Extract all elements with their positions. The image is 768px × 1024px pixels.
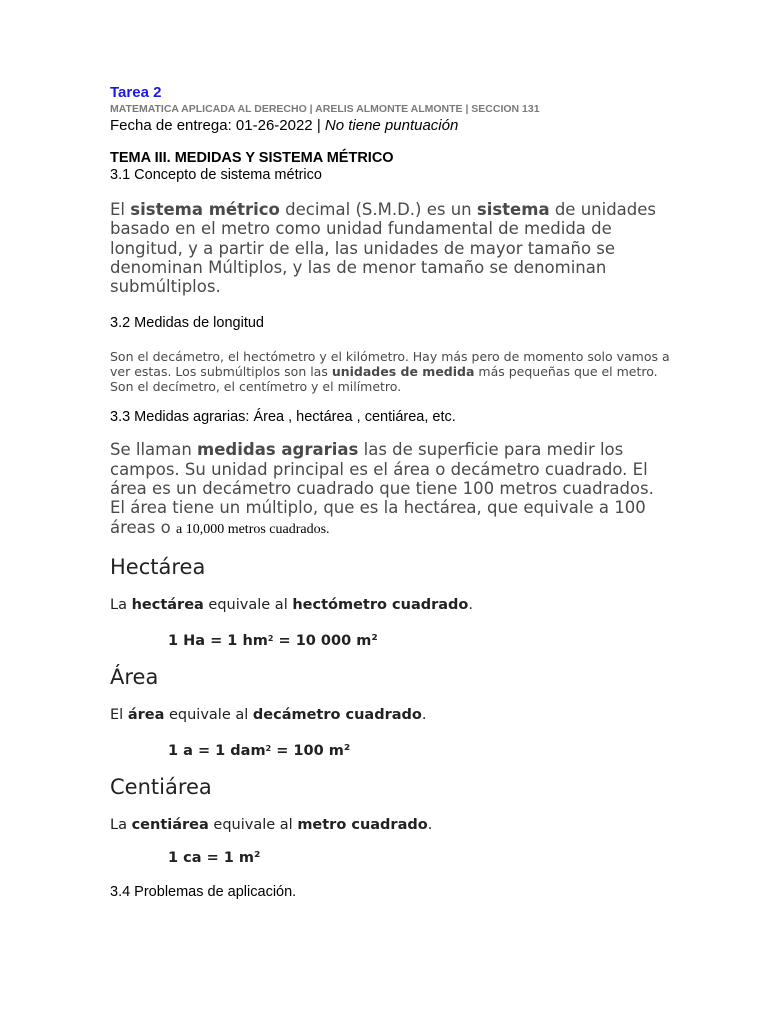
text-run: La	[110, 816, 132, 833]
course-meta: MATEMATICA APLICADA AL DERECHO | ARELIS ALMONTE ALMONTE | SECCION 131	[110, 103, 540, 115]
agrarian-measures-paragraph	[110, 440, 670, 538]
hectarea-definition	[110, 597, 670, 614]
text-run: El	[110, 706, 128, 723]
text-run: .	[427, 816, 433, 833]
text-run: El	[110, 200, 131, 219]
topic-title: TEMA III. MEDIDAS Y SISTEMA MÉTRICO	[110, 150, 394, 166]
text-run: de unidades basado en el metro como unidad fundamental de medida de longitud, y a partir de ella, las unidades de mayor tamaño se denominan Múltiplos, y las de menor tamaño se denominan submúltiplos.	[110, 200, 656, 297]
hectarea-equation	[110, 630, 670, 650]
bold-term: hectárea	[131, 596, 204, 613]
text-run: Son el decámetro, el hectómetro y el kilómetro. Hay más pero de momento solo vamos a ver estas. Los submúltiplos son las	[110, 349, 670, 380]
text-run: equivale al	[203, 596, 293, 613]
text-run: equivale al	[164, 706, 253, 723]
text-run: decimal (S.M.D.) es un	[279, 200, 477, 219]
length-units-paragraph	[110, 349, 670, 394]
area-heading: Área	[110, 664, 159, 689]
text-run: La	[110, 596, 132, 613]
section-3-1-heading: 3.1 Concepto de sistema métrico	[110, 167, 322, 183]
text-run: equivale al	[208, 816, 298, 833]
bold-term: centiárea	[131, 816, 209, 833]
equation-part: 1 Ha = 1 hm	[168, 632, 268, 649]
centiarea-equation: 1 ca = 1 m²	[168, 849, 261, 866]
text-run: las de superficie para medir los campos. Su unidad principal es el área o decámetro cuadrado. El área es un decámetro cuadrado que tiene 100 metros cuadrados. El área tiene un múltiplo, que es la hectárea, que equivale a 100 áreas o	[110, 440, 654, 537]
centiarea-heading: Centiárea	[110, 774, 212, 799]
bold-term: decámetro cuadrado	[252, 706, 422, 723]
section-3-4-heading: 3.4 Problemas de aplicación.	[110, 883, 297, 900]
hectarea-heading: Hectárea	[110, 554, 206, 579]
bold-term: hectómetro cuadrado	[292, 596, 469, 613]
section-3-2-heading: 3.2 Medidas de longitud	[110, 315, 264, 332]
area-equation	[110, 740, 670, 760]
equation-part: = 100 m²	[271, 742, 351, 759]
centiarea-definition	[110, 817, 670, 834]
score-note: No tiene puntuación	[324, 117, 459, 134]
text-run: más pequeñas que el metro. Son el decímetro, el centímetro y el milímetro.	[110, 364, 658, 395]
due-date-text: Fecha de entrega: 01-26-2022 |	[110, 117, 325, 134]
text-run: Se llaman	[110, 440, 198, 460]
assignment-title: Tarea 2	[110, 84, 162, 101]
area-definition	[110, 707, 670, 724]
text-run: .	[421, 706, 427, 723]
superscript: 2	[265, 743, 272, 753]
bold-term: sistema	[476, 200, 550, 219]
serif-text-run: a 10,000 metros cuadrados.	[175, 521, 330, 537]
bold-term: sistema métrico	[130, 200, 280, 219]
bold-term: área	[127, 706, 165, 723]
equation-part: = 10 000 m²	[273, 632, 378, 649]
metric-system-paragraph	[110, 200, 670, 296]
bold-term: metro cuadrado	[297, 816, 428, 833]
equation-part: 1 a = 1 dam	[168, 742, 266, 759]
bold-term: medidas agrarias	[197, 440, 359, 460]
text-run: .	[468, 596, 473, 613]
document-page	[110, 84, 670, 901]
due-date	[110, 117, 670, 135]
section-3-3-heading: 3.3 Medidas agrarias: Área , hectárea , centiárea, etc.	[110, 409, 456, 426]
bold-term: unidades de medida	[331, 364, 475, 380]
superscript: 2	[267, 633, 274, 643]
